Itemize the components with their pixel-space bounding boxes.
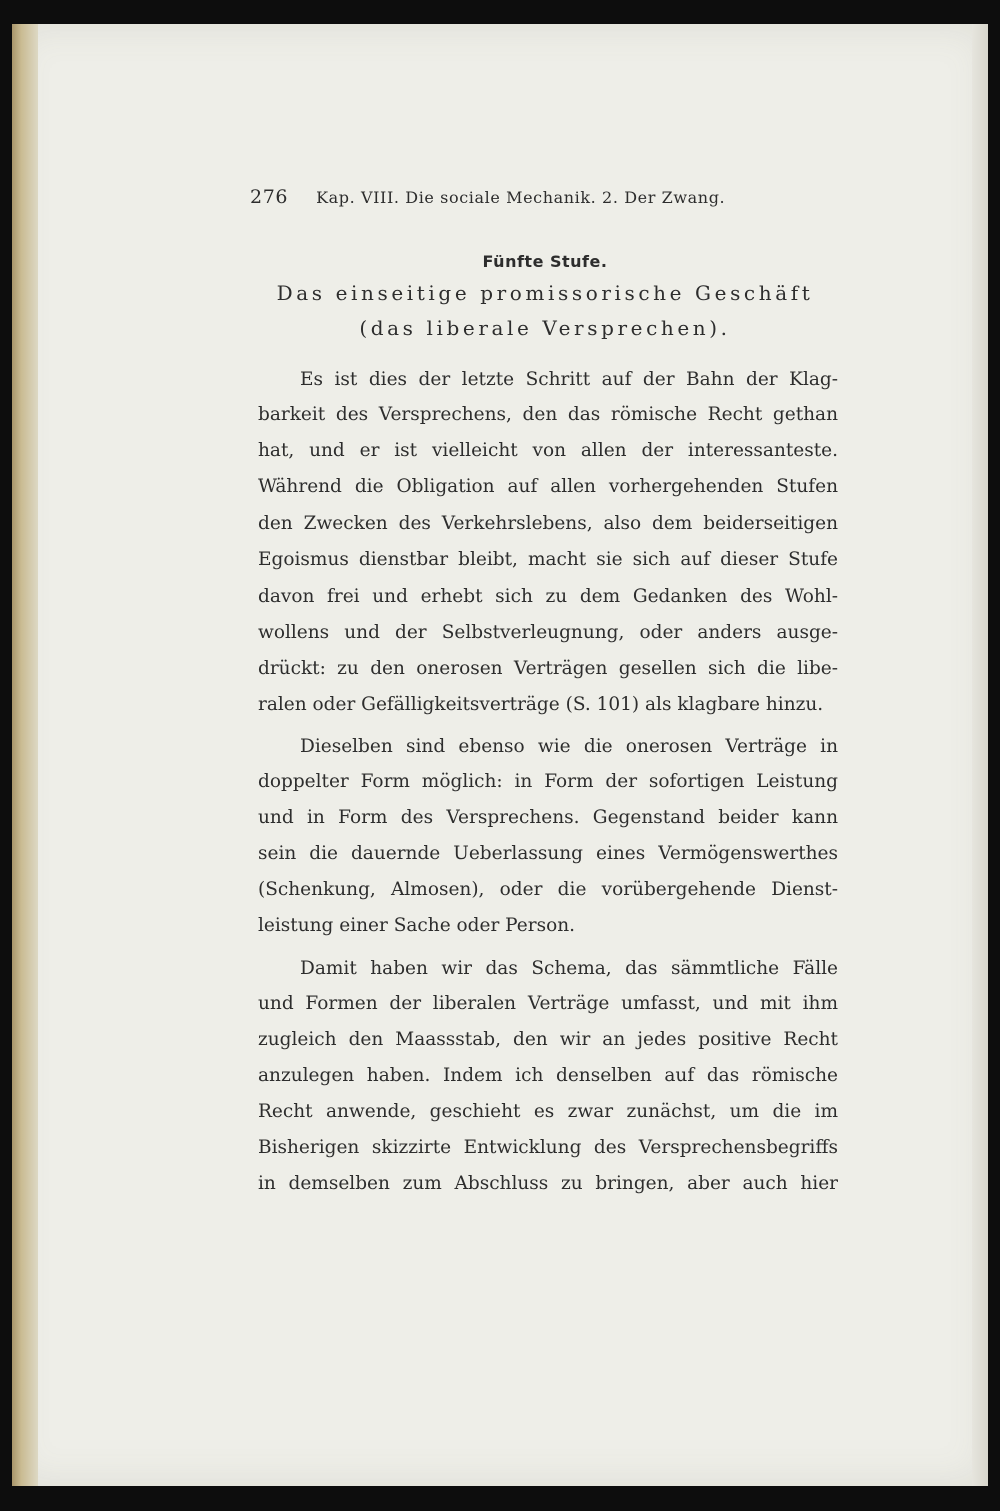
text-line: Recht anwende, geschieht es zwar zunächst, um die im [258,1101,838,1122]
text-line: Bisherigen skizzirte Entwicklung des Versprechensbegriffs [258,1137,838,1158]
text-line: ralen oder Gefälligkeitsverträge (S. 101) als klagbare hinzu. [258,694,824,715]
running-head [250,186,840,208]
page-number: 276 [250,186,289,208]
running-title: Kap. VIII. Die sociale Mechanik. 2. Der Zwang. [316,188,726,207]
text-line: in demselben zum Abschluss zu bringen, aber auch hier [258,1173,838,1194]
text-line: Dieselben sind ebenso wie die onerosen Verträge in [300,736,838,757]
text-line: Egoismus dienstbar bleibt, macht sie sich auf dieser Stufe [258,549,838,570]
text-line: barkeit des Versprechens, den das römische Recht gethan [258,404,838,425]
text-line: Es ist dies der letzte Schritt auf der Bahn der Klag- [300,369,838,390]
text-line: leistung einer Sache oder Person. [258,915,576,936]
text-line: doppelter Form möglich: in Form der sofortigen Leistung [258,771,838,792]
text-line: sein die dauernde Ueberlassung eines Vermögenswerthes [258,843,838,864]
text-line: und in Form des Versprechens. Gegenstand beider kann [258,807,838,828]
text-line: drückt: zu den onerosen Verträgen gesellen sich die libe- [258,658,838,679]
section-title-line-1: Das einseitige promissorische Geschäft [276,281,814,305]
stage-heading: Fünfte Stufe. [482,252,608,271]
text-line: (Schenkung, Almosen), oder die vorübergehende Dienst- [258,879,838,900]
text-line: anzulegen haben. Indem ich denselben auf das römische [258,1065,838,1086]
text-line: wollens und der Selbstverleugnung, oder anders ausge- [258,622,838,643]
text-line: den Zwecken des Verkehrslebens, also dem beiderseitigen [258,513,838,534]
section-title-line-2: (das liberale Versprechen). [359,316,731,340]
text-line: hat, und er ist vielleicht von allen der interessanteste. [258,440,838,461]
page-gutter-shadow [12,24,38,1486]
text-line: davon frei und erhebt sich zu dem Gedanken des Wohl- [258,586,838,607]
text-line: Damit haben wir das Schema, das sämmtliche Fälle [300,958,838,979]
text-line: Während die Obligation auf allen vorhergehenden Stufen [258,476,838,497]
text-line: zugleich den Maassstab, den wir an jedes positive Recht [258,1029,838,1050]
text-line: und Formen der liberalen Verträge umfasst, und mit ihm [258,993,838,1014]
page-right-edge [972,24,988,1486]
